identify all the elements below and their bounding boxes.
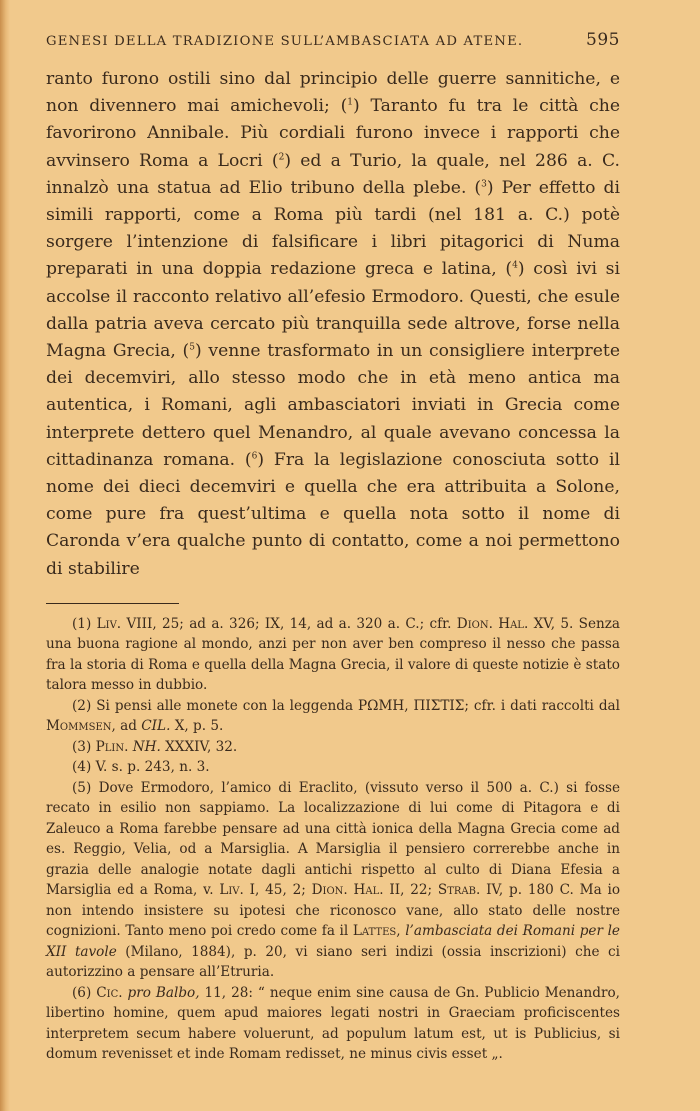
book-page: [46, 30, 620, 1065]
text-segment: ) così ivi si accolse il racconto relativo all’efesio Ermodoro. Questi, che esule dalla patria aveva cercato più tranquilla sede altrove, forse nella Magna Grecia, (: [46, 259, 620, 362]
footnote-ref: 4: [512, 260, 518, 271]
text-segment: ) ed a Turio, la quale, nel 286 a. C. innalzò una statua ad Elio tribuno della plebe. (: [46, 150, 621, 198]
footnote-mark: (4): [72, 759, 92, 776]
text-segment: ) venne trasformato in un consigliere interprete dei decemviri, allo stesso modo che in età meno antica ma autentica, i Romani, agli ambasciatori inviati in Grecia come interprete dettero quel Menandro, al quale avevano concessa la cittadinanza romana. (: [46, 341, 621, 470]
running-header: [46, 30, 620, 58]
footnote-mark: (5): [72, 779, 92, 796]
page-binding-edge: [0, 0, 10, 1111]
footnote-mark: (2): [72, 697, 92, 714]
footnote-separator: [46, 603, 179, 604]
running-title: GENESI DELLA TRADIZIONE SULL’AMBASCIATA AD ATENE.: [46, 34, 524, 49]
footnote-ref: 5: [189, 342, 195, 353]
text-segment: ) Per effetto di simili rapporti, come a Roma più tardi (nel 181 a. C.) potè sorgere l’intenzione di falsificare i libri pitagorici di Numa preparati in una doppia redazione greca e latina, (: [46, 177, 620, 280]
footnote-ref: 2: [278, 151, 285, 162]
text-segment: ) Taranto fu tra le città che favorirono Annibale. Più cordiali furono invece i rapporti che avvinsero Roma a Locri (: [46, 96, 620, 171]
footnote-mark: (3): [72, 738, 92, 755]
footnote-4: (4) V. s. p. 243, n. 3.: [72, 759, 210, 776]
footnote-ref: 6: [251, 451, 258, 462]
footnote-3: (3) Plin. NH. XXXIV, 32.: [72, 738, 238, 755]
footnote-mark: (6): [72, 984, 92, 1001]
footnote-2: (2) Si pensi alle monete con la leggenda ΡΩΜΗ, ΠΙΣΤΙΣ; cfr. i dati raccolti dal Mommsen, ad CIL. X, p. 5.: [46, 697, 621, 735]
footnote-ref: 3: [481, 179, 487, 190]
footnotes: [46, 614, 620, 1065]
page-number: 595: [586, 30, 620, 50]
footnote-5: (5) Dove Ermodoro, l’amico di Eraclito, (vissuto verso il 500 a. C.) si fosse recato in esilio non sappiamo. La localizzazione di lui come di Pitagora e di Zaleuco a Roma farebbe pensare ad una città ionica della Magna Grecia come ad es. Reggio, Velia, od a Marsiglia. A Marsiglia il pensiero correrebbe anche in grazia delle analogie notate dagli antichi rispetto al culto di Diana Efesia a Marsiglia ed a Roma, v. Liv. I, 45, 2; Dion. Hal. II, 22; Strab. IV, p. 180 C. Ma io non intendo insistere su ipotesi che riconosco vane, allo stato delle nostre cognizioni. Tanto meno poi credo come fa il Lattes, l’ambasciata dei Romani per le XII tavole (Milano, 1884), p. 20, vi siano seri indizi (ossia inscrizioni) che ci autorizzino a pensare all’Etruria.: [46, 779, 621, 981]
main-text: [46, 66, 620, 583]
footnote-mark: (1): [72, 615, 92, 632]
text-segment: ) Fra la legislazione conosciuta sotto il nome dei dieci decemviri e quella che era attribuita a Solone, come pure fra quest’ultima e quella nota sotto il nome di Caronda v’era qualche punto di contatto, come a noi permettono di stabilire: [46, 449, 620, 579]
footnote-1: (1) Liv. VIII, 25; ad a. 326; IX, 14, ad a. 320 a. C.; cfr. Dion. Hal. XV, 5. Senza una buona ragione al mondo, anzi per non aver ben compreso il nesso che passa fra la storia di Roma e quella della Magna Grecia, il valore di queste notizie è stato talora messo in dubbio.: [46, 615, 621, 694]
footnote-6: (6) Cic. pro Balbo, 11, 28: “ neque enim sine causa de Gn. Publicio Menandro, libertino homine, quem apud maiores legati nostri in Graeciam proficiscentes interpretem secum habere voluerunt, ad populum latum est, ut is Publicius, si domum revenisset et inde Romam redisset, ne minus civis esset „.: [46, 984, 620, 1063]
footnote-ref: 1: [347, 97, 354, 108]
text-segment: ranto furono ostili sino dal principio delle guerre sannitiche, e non divennero mai amichevoli; (: [46, 69, 620, 117]
